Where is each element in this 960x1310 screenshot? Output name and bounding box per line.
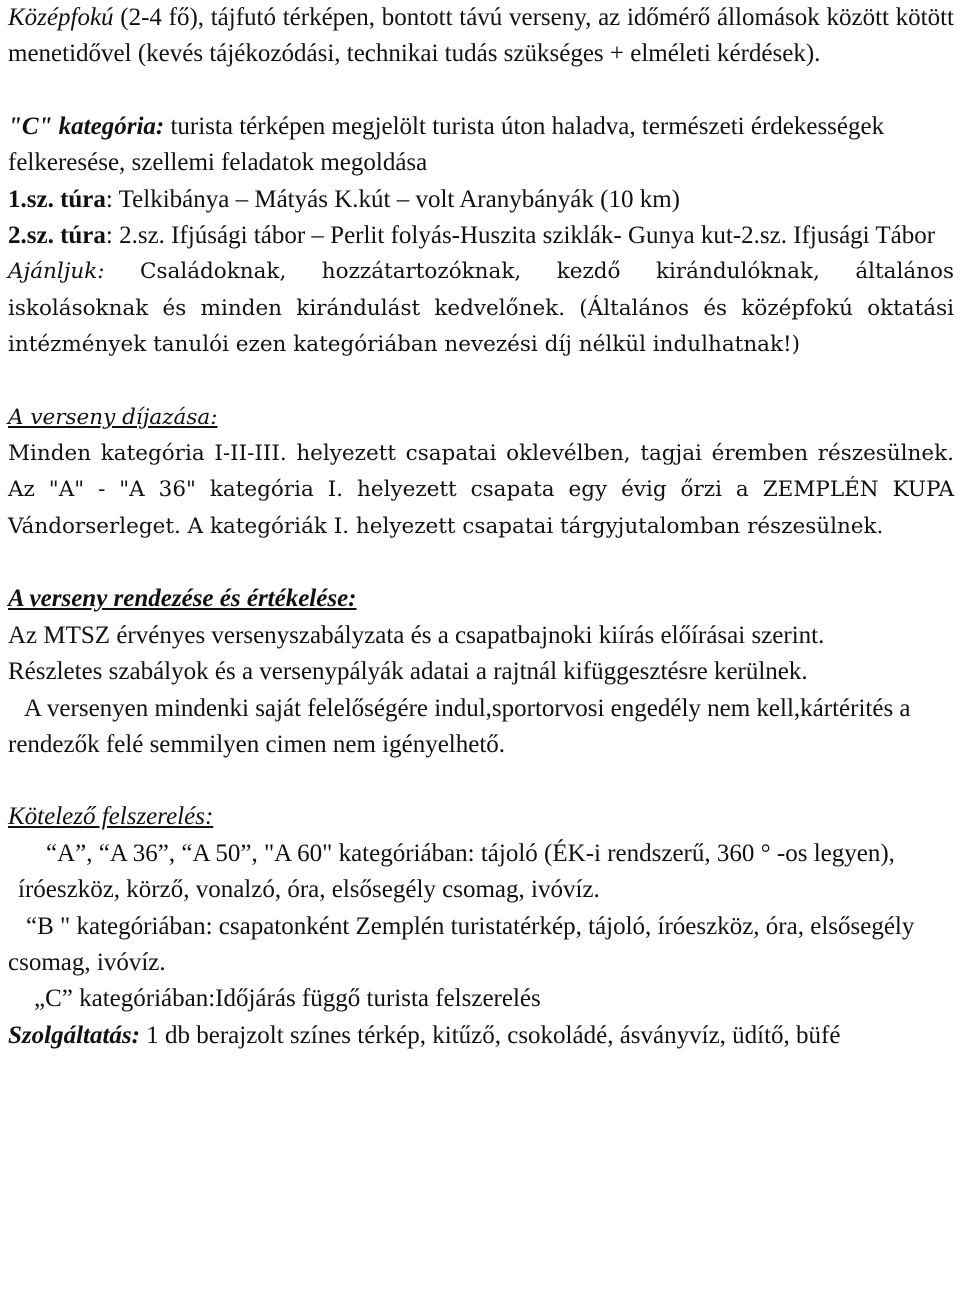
intro-lead: Középfokú (8, 4, 114, 31)
c-category-lead: "C" kategória: (8, 112, 165, 140)
organization-p2: Részletes szabályok és a versenypályák adatai a rajtnál kifüggesztésre kerülnek. (8, 658, 808, 686)
c-category-text: turista térképen megjelölt turista úton haladva, természeti érdekességek felkeresése, szellemi feladatok megoldása (8, 112, 885, 177)
prizes-text: Minden kategória I-II-III. helyezett csapatai oklevélben, tagjai éremben részesülnek. Az "A" - "A 36" kategória I. helyezett csapata egy évig őrzi a ZEMPLÉN KUPA Vándorserleget. A kategóriák I. helyezett csapatai tárgyjutalomban részesülnek. (8, 441, 954, 539)
equipment-item-c: „C” kategóriában:Időjárás függő turista felszerelés (34, 985, 541, 1013)
equipment-item-b: “B " kategóriában: csapatonként Zemplén turistatérkép, tájoló, íróeszköz, óra, elsősegély csomag, ivóvíz. (8, 912, 915, 976)
intro-paragraph (8, 0, 954, 73)
tura1-text: : Telkibánya – Mátyás K.kút – volt Aranybányák (10 km) (105, 185, 680, 213)
prizes-heading: A verseny díjazása: (8, 404, 218, 430)
service-lead: Szolgáltatás: (8, 1021, 140, 1049)
tura2-text: : 2.sz. Ifjúsági tábor – Perlit folyás-Huszita sziklák- Gunya kut-2.sz. Ifjusági Tábor (105, 222, 936, 250)
organization-p3: A versenyen mindenki saját felelőségére indul,sportorvosi engedély nem kell,kártérités a rendezők felé semmilyen cimen nem igényelhető. (8, 694, 911, 758)
equipment-heading: Kötelező felszerelés: (8, 803, 214, 831)
service-text: 1 db berajzolt színes térkép, kitűző, csokoládé, ásványvíz, üdítő, büfé (146, 1021, 841, 1049)
tura1-line (8, 182, 954, 218)
tura2-line (8, 218, 954, 254)
ajanljuk-paragraph (8, 254, 954, 363)
intro-text: (2-4 fő), tájfutó térképen, bontott távú verseny, az időmérő állomások között kötött menetidővel (kevés tájékozódási, technikai tudás szükséges + elméleti kérdések). (8, 4, 955, 68)
ajanljuk-lead: Ajánljuk: (8, 259, 105, 285)
equipment-item-a: “A”, “A 36”, “A 50”, "A 60" kategóriában: tájoló (ÉK-i rendszerű, 360 ° -os legyen), íróeszköz, körző, vonalzó, óra, elsősegély csomag, ivóvíz. (18, 839, 895, 904)
service-paragraph (8, 1018, 954, 1054)
tura1-label: 1.sz. túra (8, 185, 106, 213)
organization-p1: Az MTSZ érvényes versenyszabályzata és a csapatbajnoki kiírás előírásai szerint. (8, 621, 825, 649)
c-category-paragraph (8, 109, 954, 182)
tura2-label: 2.sz. túra (8, 222, 106, 250)
ajanljuk-text: Családoknak, hozzátartozóknak, kezdő kirándulóknak, általános iskolásoknak és minden kirándulást kedvelőnek. (Általános és középfokú oktatási intézmények tanulói ezen kategóriában nevezési díj nélkül indulhatnak!) (8, 259, 954, 358)
organization-heading: A verseny rendezése és értékelése: (8, 585, 357, 613)
